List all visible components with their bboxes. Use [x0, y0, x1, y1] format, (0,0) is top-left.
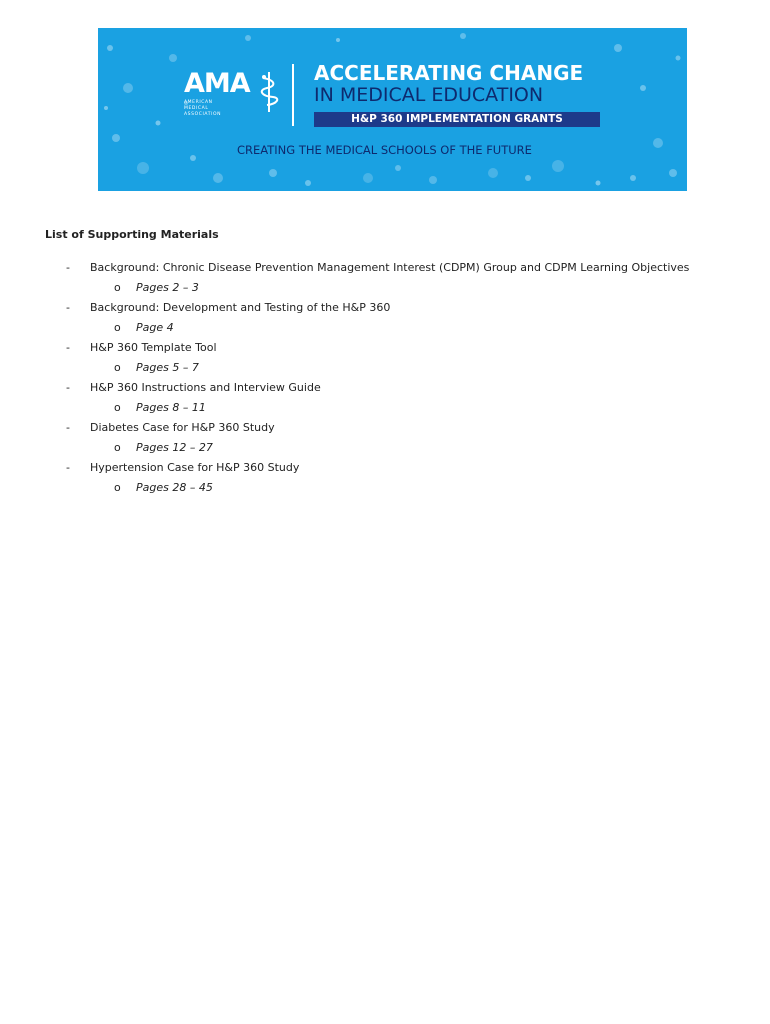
list-item: [0, 299, 770, 339]
dash-bullet: -: [66, 421, 70, 434]
dash-bullet: -: [66, 341, 70, 354]
list-item: [0, 459, 770, 499]
document-title: List of Supporting Materials: [45, 228, 219, 241]
item-title: H&P 360 Instructions and Interview Guide: [90, 381, 321, 394]
list-item: [0, 339, 770, 379]
list-item: [0, 379, 770, 419]
item-title: H&P 360 Template Tool: [90, 341, 217, 354]
banner-headline-line1: ACCELERATING CHANGE: [314, 61, 584, 85]
staff-of-asclepius-icon: [259, 70, 283, 114]
dash-bullet: -: [66, 381, 70, 394]
item-pages: Page 4: [136, 321, 174, 334]
banner-tagline: CREATING THE MEDICAL SCHOOLS OF THE FUTURE: [237, 143, 532, 157]
dash-bullet: -: [66, 261, 70, 274]
item-pages: Pages 2 – 3: [136, 281, 199, 294]
item-title: Hypertension Case for H&P 360 Study: [90, 461, 300, 474]
ama-logo-letters: AMA: [184, 68, 250, 99]
item-title: Diabetes Case for H&P 360 Study: [90, 421, 275, 434]
grant-label-bar: H&P 360 IMPLEMENTATION GRANTS: [314, 112, 600, 127]
list-item: [0, 259, 770, 299]
supporting-materials-list: [0, 259, 770, 499]
list-item: [0, 419, 770, 459]
header-banner: [98, 28, 687, 191]
banner-headline-line2: IN MEDICAL EDUCATION: [314, 84, 544, 106]
sub-bullet: o: [114, 281, 121, 294]
sub-bullet: o: [114, 321, 121, 334]
item-title: Background: Chronic Disease Prevention Management Interest (CDPM) Group and CDPM Learning Objectives: [90, 261, 690, 274]
ama-logo-subtext: AMERICAN MEDICAL ASSOCIATION: [184, 100, 222, 117]
item-pages: Pages 8 – 11: [136, 401, 206, 414]
sub-bullet: o: [114, 401, 121, 414]
dash-bullet: -: [66, 301, 70, 314]
dash-bullet: -: [66, 461, 70, 474]
banner-divider: [292, 64, 294, 126]
sub-bullet: o: [114, 441, 121, 454]
item-pages: Pages 5 – 7: [136, 361, 199, 374]
item-title: Background: Development and Testing of the H&P 360: [90, 301, 391, 314]
ama-logo: [184, 70, 284, 120]
item-pages: Pages 28 – 45: [136, 481, 213, 494]
sub-bullet: o: [114, 361, 121, 374]
item-pages: Pages 12 – 27: [136, 441, 213, 454]
sub-bullet: o: [114, 481, 121, 494]
